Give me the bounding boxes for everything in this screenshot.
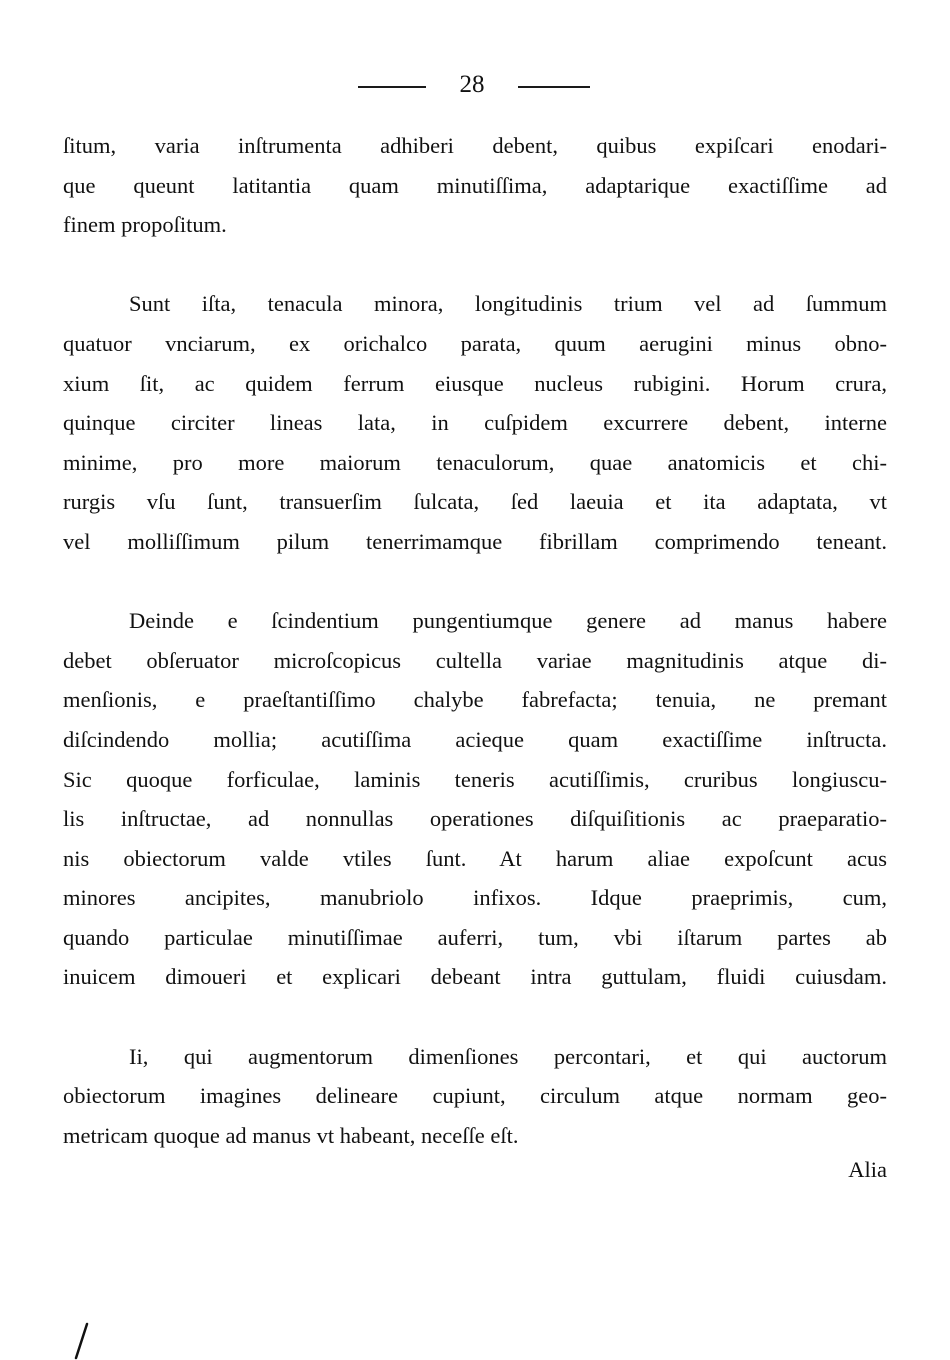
text-line: menſionis, e praeſtantiſſimo chalybe fabrefacta; tenuia, ne premant	[63, 687, 887, 713]
text-line: Ii, qui augmentorum dimenſiones percontari, et qui auctorum	[129, 1043, 887, 1069]
text-line: Sunt iſta, tenacula minora, longitudinis trium vel ad ſummum	[129, 291, 887, 317]
text-line: quando particulae minutiſſimae auferri, tum, vbi iſtarum partes ab	[63, 924, 887, 950]
paragraph-gap	[63, 562, 887, 602]
text-line: que queunt latitantia quam minutiſſima, adaptarique exactiſſime ad	[63, 172, 887, 198]
text-line: xium ſit, ac quidem ferrum eiusque nucleus rubigini. Horum crura,	[63, 370, 887, 396]
stray-pen-mark	[70, 1322, 92, 1360]
text-line: ſitum, varia inſtrumenta adhiberi debent, quibus expiſcari enodari-	[63, 133, 887, 158]
text-line: quinque circiter lineas lata, in cuſpidem excurrere debent, interne	[63, 410, 887, 436]
paragraph-gap	[63, 997, 887, 1037]
text-line: vel molliſſimum pilum tenerrimamque fibrillam comprimendo teneant.	[63, 528, 887, 554]
text-line: Sic quoque forficulae, laminis teneris acutiſſimis, cruribus longiuscu-	[63, 766, 887, 792]
text-line: rurgis vſu ſunt, transuerſim ſulcata, ſed laeuia et ita adaptata, vt	[63, 489, 887, 515]
text-line: Deinde e ſcindentium pungentiumque genere ad manus habere	[129, 608, 887, 634]
text-line: metricam quoque ad manus vt habeant, neceſſe eſt.	[63, 1122, 519, 1148]
paragraph-3	[63, 601, 887, 997]
header-rule-right	[518, 86, 590, 88]
text-line: lis inſtructae, ad nonnullas operationes diſquiſitionis ac praeparatio-	[63, 806, 887, 832]
catchword: Alia	[848, 1157, 887, 1182]
paragraph-1	[63, 126, 887, 245]
text-line: diſcindendo mollia; acutiſſima acieque quam exactiſſime inſtructa.	[63, 726, 887, 752]
paragraph-2	[63, 284, 887, 561]
text-line: quatuor vnciarum, ex orichalco parata, quum aerugini minus obno-	[63, 330, 887, 356]
paragraph-4	[63, 1037, 887, 1156]
text-line: finem propoſitum.	[63, 212, 227, 238]
body-text	[63, 126, 887, 1155]
page-number: 28	[459, 71, 485, 98]
text-line: nis obiectorum valde vtiles ſunt. At harum aliae expoſcunt acus	[63, 845, 887, 871]
text-line: inuicem dimoueri et explicari debeant intra guttulam, fluidi cuiusdam.	[63, 964, 887, 990]
page-header	[0, 66, 950, 106]
text-line: minime, pro more maiorum tenaculorum, quae anatomicis et chi-	[63, 449, 887, 475]
text-line: debet obſeruator microſcopicus cultella variae magnitudinis atque di-	[63, 647, 887, 673]
text-line: minores ancipites, manubriolo infixos. Idque praeprimis, cum,	[63, 885, 887, 911]
paragraph-gap	[63, 245, 887, 285]
header-rule-left	[358, 86, 426, 88]
text-line: obiectorum imagines delineare cupiunt, circulum atque normam geo-	[63, 1083, 887, 1109]
